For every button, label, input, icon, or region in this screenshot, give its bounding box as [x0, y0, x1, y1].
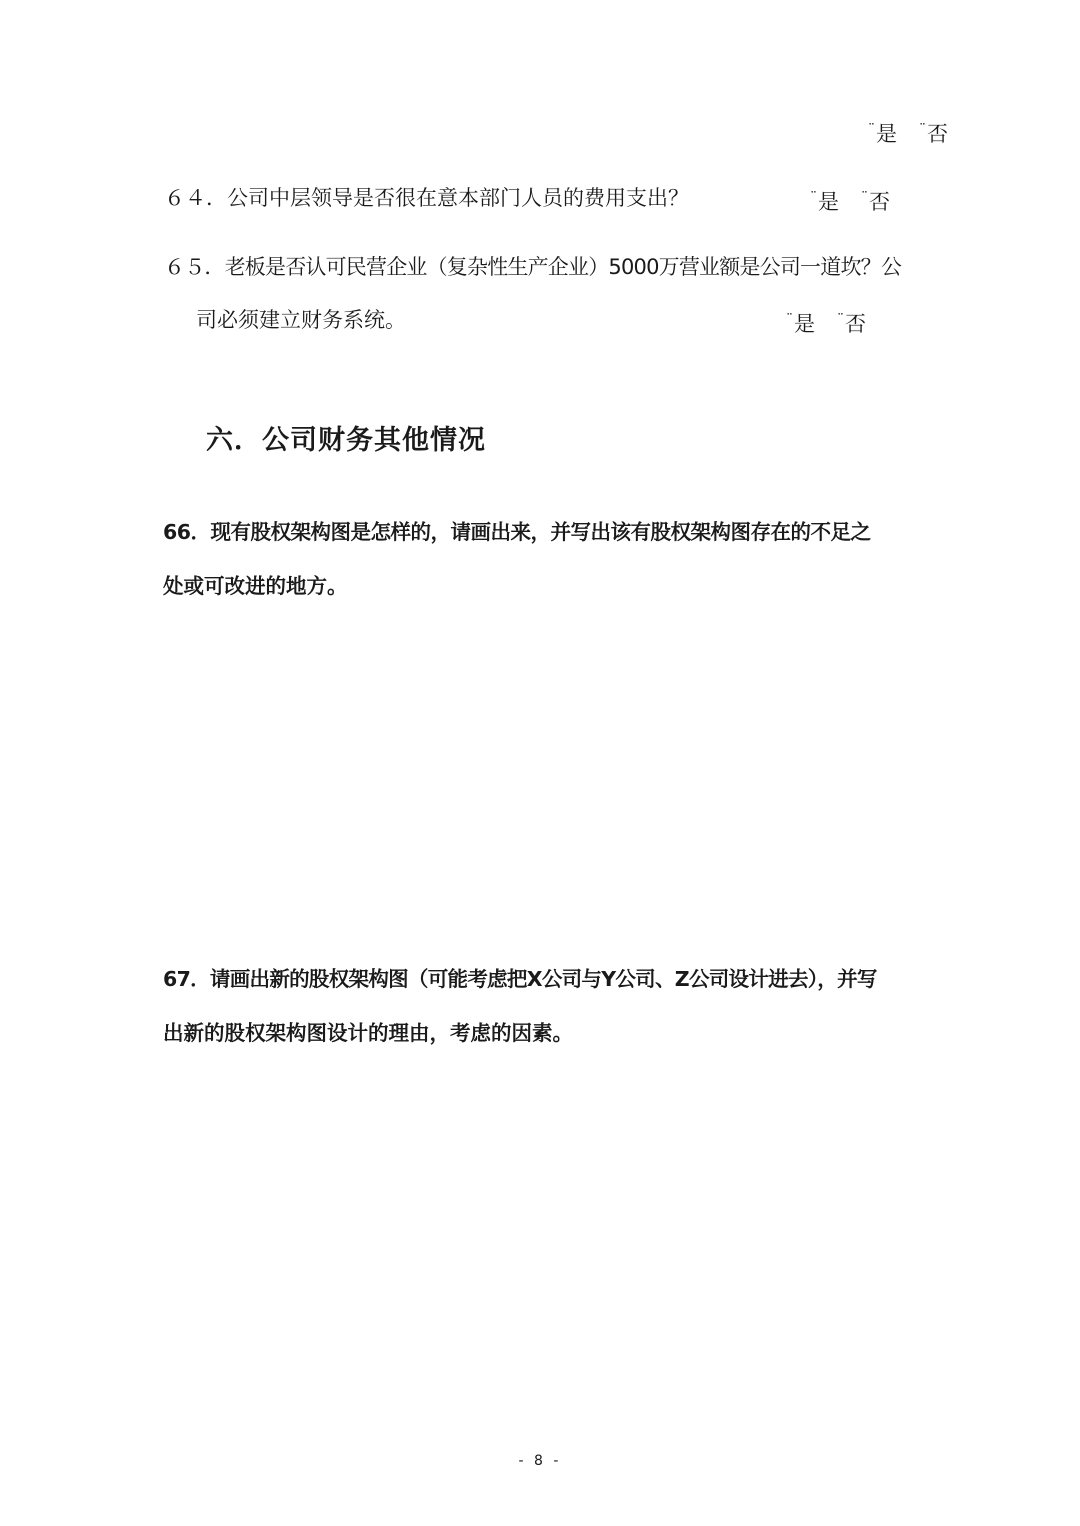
q63-options — [868, 116, 948, 148]
option-yes: 是 — [818, 190, 839, 214]
question-67-line-2: 出新的股权架构图设计的理由，考虑的因素。 — [163, 1021, 573, 1045]
question-65-line-2: 司必须建立财务系统。 — [196, 308, 406, 332]
checkbox-icon[interactable]: ¨ — [786, 312, 793, 328]
option-no: 否 — [869, 190, 890, 214]
q64-options — [810, 184, 890, 216]
q65-options — [786, 306, 866, 338]
section-title: 六．公司财务其他情况 — [206, 425, 486, 456]
option-no: 否 — [927, 122, 948, 146]
checkbox-icon[interactable]: ¨ — [868, 122, 875, 138]
question-66-line-2: 处或可改进的地方。 — [163, 574, 348, 598]
question-65-line-1: ６５．老板是否认可民营企业（复杂性生产企业）5000万营业额是公司一道坎？公 — [164, 255, 902, 279]
question-64: ６４．公司中层领导是否很在意本部门人员的费用支出？ — [164, 186, 689, 210]
checkbox-icon[interactable]: ¨ — [861, 190, 868, 206]
option-yes: 是 — [876, 122, 897, 146]
checkbox-icon[interactable]: ¨ — [919, 122, 926, 138]
question-67-line-1: 67．请画出新的股权架构图（可能考虑把X公司与Y公司、Z公司设计进去），并写 — [163, 967, 877, 991]
checkbox-icon[interactable]: ¨ — [810, 190, 817, 206]
option-yes: 是 — [794, 312, 815, 336]
checkbox-icon[interactable]: ¨ — [837, 312, 844, 328]
question-66-line-1: 66．现有股权架构图是怎样的，请画出来，并写出该有股权架构图存在的不足之 — [163, 520, 871, 544]
page-number: - 8 - — [518, 1453, 562, 1469]
option-no: 否 — [845, 312, 866, 336]
